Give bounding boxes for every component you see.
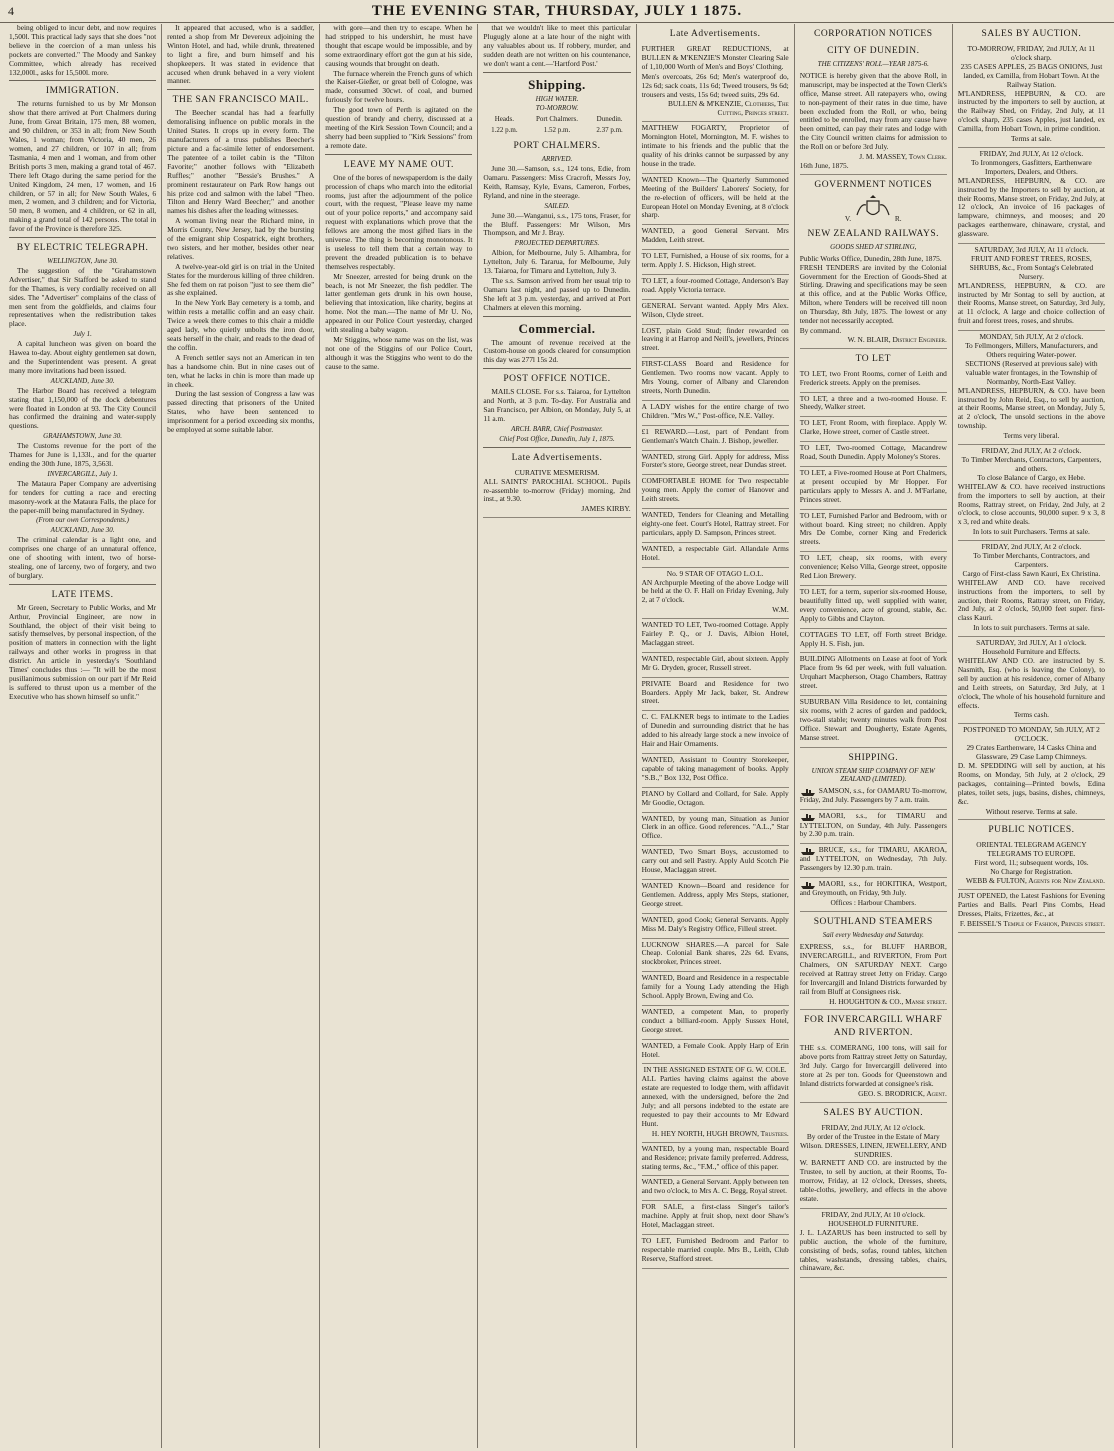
section-heading: Late Advertisements. [511, 452, 603, 463]
article-text: The Customs revenue for the port of the Thames for June is 1,133l., and for the quarter ending the 30th June, 1875, 3,563l. [9, 441, 157, 468]
ad-text: W. BARNETT AND CO. are instructed by the Trustee, to sell by auction, at their Rooms, To-morrow, Friday, at 12 o'clock, Dresses, sheets, table-cloths, jewellery, and effects in the above estate. [799, 1158, 947, 1204]
ad-by: By command. [799, 325, 842, 335]
advertisement [800, 696, 947, 748]
ad-subtitle: SECTIONS (Reserved at previous sale) with valuable water frontages, in the Township of Normanby, North-East Valley. [965, 358, 1098, 386]
article-text: The Mataura Paper Company are advertising for tenders for cutting a race and erecting masonry-work at the Mataura Falls, the place for the paper-mill being manufactured in Sydney. [9, 478, 157, 515]
section-heading: Commercial. [518, 320, 596, 336]
dateline: AUCKLAND, June 30. [50, 376, 115, 385]
ad-title: To Fellmongers, Millers, Manufacturers, and Others requiring Water-power. [965, 341, 1098, 359]
tide-head: Heads. [494, 115, 514, 124]
subheading: UNION STEAM SHIP COMPANY OF NEW ZEALAND (LIMITED). [811, 766, 935, 784]
article-text: The suggestion of the "Grahamstown Advertiser," that Sir Stafford be asked to stand for the Thames, is very cordially received on all sides. The "Advertiser" complains of the class of men sent from the goldfields, and claims four representatives when the redistribution takes place. [9, 265, 157, 329]
dateline: (From our own Correspondents.) [36, 516, 129, 525]
ad-text: ALL Parties having claims against the above estate are requested to lodge them, with affidavit annexed, with the undersigned, before the 2nd July; and all persons indebted to the estate are requested to pay their accounts to Mr Edward Hunt. [641, 1074, 789, 1128]
advertisement [642, 1235, 789, 1269]
ad-title: IN THE ASSIGNED ESTATE OF G. W. COLE. [643, 1065, 787, 1075]
section-heading: Late Advertisements. [669, 29, 761, 39]
ad-text: MATTHEW FOGARTY, Proprietor of Mornington Hotel, Mornington, M. F. wishes to intimate to his friends and the public that the quality of his drinks cannot be surpassed by any house in the trade. [641, 123, 789, 168]
advertisement [642, 653, 789, 678]
tide-value: 1.22 p.m. [491, 126, 518, 135]
ad-date: FRIDAY, 2nd JULY, At 12 o'clock. [979, 148, 1084, 158]
ad-terms: Terms at sale. [1011, 134, 1052, 144]
ad-text: WANTED, strong Girl. Apply for address, Miss Forster's store, George street, near Dundas street. [641, 451, 789, 470]
advertisement [800, 941, 947, 1010]
ad-title: By order of the Trustee in the Estate of Mary Wilson. DRESSES, LINEN, JEWELLERY, AND SUNDRIES. [799, 1131, 947, 1159]
dateline: AUCKLAND, June 30. [50, 526, 115, 535]
article-text: The Beecher scandal has had a fearfully demoralising influence on public morals in the United States. It crops up in every form. The manufacturers of a truss publishes Beecher's picture and a fac-simile letter of endorsement. The patentee of a toilet cabin is the "Tilton Favorite;" another follows with "Elizabeth Ruffles;" another "Bessie's Brushes." A prominent restaurateur on Park Row hangs out his prize cod and salmon with the label "Theo. Tilton and Henry Ward Beecher;" and another names his dishes after the leading witnesses. [167, 108, 315, 216]
ad-text: WANTED TO LET, Two-roomed Cottage. Apply Fairley P. Q., or J. Davis, Albion Hotel, Maclaggan street. [641, 620, 789, 647]
ad-text: ALL SAINTS' PAROCHIAL SCHOOL. Pupils re-assemble to-morrow (Friday) morning, 2nd inst., at 9.30. [483, 476, 631, 504]
ad-signature: F. BEISSEL'S Temple of Fashion, Princes street. [959, 918, 1105, 928]
advertisement [800, 368, 947, 393]
ad-text: WANTED, Board and Residence in a respectable family for a Young Lady attending the High School. Apply Brown, Ewing and Co. [641, 973, 789, 1001]
ad-text: M'LANDRESS, HEPBURN, & CO. are instructed by the importers to sell by auction, at the Railway Shed, on Friday, 2nd July, at 11 o'clock sharp, 235 cases Apples, just landed, ex Camilla, from Hobart Town, in prime condition. [957, 88, 1105, 134]
ad-signature: WEBB & FULTON, Agents for New Zealand. [965, 876, 1105, 886]
subheading: THE CITIZENS' ROLL—YEAR 1875-6. [817, 60, 929, 68]
ad-text: FRESH TENDERS are invited by the Colonial Government for the Erection of Goods-Shed at Stirling. Drawing and specifications may be seen at this office, and at the Public Works Office, Milton, where Tenders will be received till noon on Thursday, 8th July, 1875. The lowest or any tender not necessarily accepted. [799, 262, 947, 326]
ad-text: NOTICE is hereby given that the above Roll, in manuscript, may be inspected at the Town Clerk's office, Manse street. All ratepayers who, owing to non-payment of their rates in due time, have been excluded from the Roll, or who, being entitled to be enrolled, may from any cause have been omitted, can pay their rates and lodge with the City Council written claims for admission to the Roll on or before 3rd July. [799, 70, 947, 152]
dateline: INVERCARGILL, July 1. [47, 469, 118, 478]
ad-text: FIRST-CLASS Board and Residence for Gentlemen. Two rooms now vacant. Apply to Mrs Young, corner of Albany and Clarendon streets, North Dunedin. [641, 359, 789, 395]
ad-signature: JAMES KIRBY. [581, 504, 631, 514]
article-text: The good town of Perth is agitated on the question of brandy and cherry, discussed at a meeting of the Kirk Session Town Council; and a sherry had been supplied to "Kirk Sessions" from a remote date. [325, 105, 473, 150]
ad-text [800, 846, 947, 873]
article-text: The amount of revenue received at the Custom-house on goods cleared for consumption this day was 277l 15s 2d. [483, 337, 631, 365]
ad-text: WANTED, by a young man, respectable Board and Residence; private family preferred. Address, stating terms, &c., "F.M.," office of this paper. [641, 1143, 789, 1171]
advertisement [800, 629, 947, 654]
ad-date: FRIDAY, 2nd JULY, At 2 o'clock. [981, 542, 1082, 552]
advertisement [958, 445, 1105, 541]
ad-text: TO LET, two Front Rooms, corner of Leith and Frederick streets. Apply on the premises. [799, 368, 947, 387]
advertisement [642, 619, 789, 653]
coat-of-arms-icon [853, 195, 893, 221]
ad-text: WANTED, Tenders for Cleaning and Metalling eighty-one feet. Court's Hotel, Rattray street. For particulars, apply D. Sampson, Princes street. [641, 510, 789, 537]
section-heading: CORPORATION NOTICES [814, 29, 933, 39]
dateline: Chief Post Office, Dunedin, July 1, 1875. [499, 434, 615, 443]
ad-signature: J. M. MASSEY, Town Clerk. [859, 152, 947, 162]
ad-text: £1 REWARD.—Lost, part of Pendant from Gentleman's Watch Chain. J. Bishop, jeweller. [641, 426, 789, 445]
ship-text: BRUCE, s.s., for TIMARU, AKAROA, and LYTTELTON, on Wednesday, 7th July. Passengers by 12.30 p.m. train. [799, 845, 947, 873]
article-text: The Harbor Board has received a telegram stating that 1,150,000 of the dock debentures were floated in London at 93. The City Council has confirmed the draining and water-supply questions. [9, 385, 157, 431]
ad-text: WANTED, Two Smart Boys, accustomed to carry out and sell Pastry. Apply Auld Scotch Pie House, Maclaggan street. [641, 847, 789, 875]
dateline: July 1. [73, 330, 92, 339]
divider [325, 154, 472, 155]
ad-text: LOST, plain Gold Stud; finder rewarded on leaving it at Harrop and Neill's, jewellers, Princes street. [641, 325, 789, 353]
advertisement [958, 43, 1105, 148]
dateline: WELLINGTON, June 30. [47, 257, 118, 266]
advertisement [642, 568, 789, 620]
article-text: One of the bores of newspaperdom is the daily procession of chaps who march into the editorial rooms, just after the adjournment of the police court, with the request, "Please leave my name out of your police reports," and accompany said request with explanations which prove that the fellows are among the most gifted liars in the universe. The thing is becoming monotonous. It is useless to tell them that a certain way to prevent the dreaded publication is to behave themselves respectably. [325, 172, 473, 271]
advertisement [642, 275, 789, 300]
section-heading: PUBLIC NOTICES. [988, 825, 1075, 836]
article-text: June 30.—Wanganui, s.s., 175 tons, Fraser, for the Bluff. Passengers: Mr Wilson, Mrs Thompson, and Mr J. Bray. [483, 210, 631, 238]
advertisement [642, 972, 789, 1006]
ad-title: CURATIVE MESMERISM. [514, 467, 600, 477]
advertisement [800, 552, 947, 586]
ad-text: TO LET, Furnished Parlor and Bedroom, with or without board. King street; no children. Apply Mrs De Combe, corner King and Frederick streets. [799, 510, 947, 547]
ad-title: No. 9 STAR OF OTAGO L.O.L. [666, 568, 764, 578]
article-text: Mr Green, Secretary to Public Works, and Mr Arthur, Provincial Engineer, are now in Southland, the object of their visit being to satisfy themselves, by personal inspection, of the position of matters in connection with the light railways and other works in progress in that district. An article in yesterday's 'Southland Times' concludes thus :— "It will be the most pusillanimous submission on our part if Mr Reid is suffered to thrust upon us a member of the Executive who has shown himself so unfit." [9, 602, 157, 701]
article-text: The s.s. Samson arrived from her usual trip to Oamaru last night, and passed up to Dunedin. She left at 3 p.m. yesterday, and arrived at Port Chalmers at eleven this morning. [483, 275, 631, 312]
ad-title: To Ironmongers, Gasfitters, Earthenware Importers, Dealers, and Others. [971, 157, 1092, 176]
article-text: A twelve-year-old girl is on trial in the United States for the murderous killing of three children. She fed them on rat poison "just to see them die" as she explained. [167, 261, 315, 298]
ad-text: PIANO by Collard and Collard, for Sale. Apply Mr Goodie, Octagon. [641, 788, 789, 807]
advertisement [958, 541, 1105, 637]
section-heading: Shipping. [528, 76, 586, 92]
article-text: with gore—and then try to escape. When he had stripped to his undershirt, he must have thought that escape would be impossible, and by some extraordinary effort got the gun at his side, causing wounds that brought on death. [325, 24, 473, 68]
divider [483, 368, 630, 369]
subheading: CITY OF DUNEDIN. [827, 46, 920, 56]
advertisement [642, 509, 789, 543]
crest-letter: V. [844, 213, 852, 223]
ad-text: M'LANDRESS, HEPBURN, & CO. are instructed by the Importers to sell by auction, at their Rooms, Manse street, on Friday, 2nd July, at 12 o'clock, An invoice of 16 packages of lampware, chimneys, and mooses; and 20 packages earthenware, chinaware, crystal, and glassware. [957, 175, 1105, 239]
ad-text: COMFORTABLE HOME for Two respectable young men. Apply the corner of Hanover and Leith streets. [641, 476, 789, 504]
section-heading: POST OFFICE NOTICE. [503, 374, 611, 385]
subheading: HIGH WATER. [535, 94, 579, 103]
ad-date: MONDAY, 5th JULY, At 2 o'clock. [979, 332, 1084, 342]
advertisement [958, 890, 1105, 933]
ad-text: First word, 1l.; subsequent words, 10s. [974, 858, 1089, 868]
ad-signature: W. N. BLAIR, District Engineer. [847, 334, 947, 344]
advertisement [800, 442, 947, 467]
ad-text: M'LANDRESS, HEPBURN, & CO. are instructed by Mr Sontag to sell by auction, at their Rooms, Manse street, on Saturday, 3rd July, at 11 o'clock, A large and choice collection of fruit and forest trees, roses, and shrubs. [957, 280, 1105, 326]
advertisement [642, 122, 789, 174]
advertisement [800, 253, 947, 349]
advertisement [642, 401, 789, 426]
ad-text: WANTED, a Female Cook. Apply Harp of Erin Hotel. [641, 1040, 789, 1059]
ad-text: AN Archpurple Meeting of the above Lodge will be held at the O. F. Hall on Friday Evening, July 2, at 7 o'clock. [641, 577, 789, 605]
advertisement [800, 70, 947, 175]
divider [9, 80, 156, 81]
ad-text: WANTED, good Cook; General Servants. Apply Miss M. Daly's Registry Office, Filleul street. [641, 914, 789, 933]
advertisement [642, 880, 789, 914]
ad-text: TO LET, a four-roomed Cottage, Anderson's Bay road. Apply Victoria terrace. [641, 275, 789, 294]
ad-date: 16th June, 1875. [799, 160, 849, 170]
advertisement [800, 653, 947, 696]
ad-subtitle: No Charge for Registration. [990, 867, 1073, 877]
advertisement [958, 331, 1105, 445]
masthead-title: THE EVENING STAR, THURSDAY, JULY 1 1875. [371, 2, 743, 19]
advertisement [642, 1064, 789, 1142]
section-heading: TO LET [855, 353, 891, 364]
ad-text: WHITELAW AND CO. have received instructions from the importers, to sell by auction, their Rooms, Rattray street, on Friday, 2nd July, at 2 o'clock, 50,000 feet super. first-class Kauri. [957, 577, 1105, 623]
ship-text: MAORI, s.s., for TIMARU and LYTTELTON, on Sunday, 4th July. Passengers by 2.30 p.m. train. [799, 811, 947, 839]
ad-text: WANTED, by young man, Situation as Junior Clerk in an office. Good references. "A.L.," Star Office. [641, 813, 789, 841]
advertisement [642, 325, 789, 359]
column-1 [4, 24, 161, 1448]
divider [9, 584, 156, 585]
advertisement [958, 724, 1105, 820]
advertisement [800, 810, 947, 844]
advertisement [642, 813, 789, 847]
signature: ARCH. BARR, Chief Postmaster. [511, 424, 603, 433]
ad-text: JUST OPENED, the Latest Fashions for Evening Parties and Balls. Pearl Pins Combs, Head Dresses, Plaits, Frizettes, &c., at [957, 890, 1105, 918]
ad-text: THE s.s. COMERANG, 100 tons, will sail for above ports from Rattray street Jetty on Saturday, 3rd July. Cargo for Invercargill delivered into store at 2s per ton. Goods for Queenstown and Inland districts forwarded at consignee's risk. [799, 1043, 947, 1089]
advertisement [642, 1040, 789, 1065]
ship-text: MAORI, s.s., for HOKITIKA, Westport, and Greymouth, on Friday, 9th July. [799, 879, 947, 898]
advertisement [642, 788, 789, 813]
ad-text: C. C. FALKNER begs to intimate to the Ladies of Dunedin and surrounding district that he has added to his already large stock a new invoice of Hair and Hair Ornaments. [641, 712, 789, 749]
advertisement [642, 300, 789, 325]
ad-text: SUBURBAN Villa Residence to let, containing six rooms, with 2 acres of garden and paddock, two-stall stable; twenty minutes walk from Post Office. Stewart and Dougherty, Estate Agents, Manse street. [799, 697, 947, 742]
article-text: The criminal calendar is a light one, and comprises one charge of an unnatural offence, one of shooting with intent, two of horse-stealing, one of larceny, two of forgery, and two of burglary. [9, 535, 157, 580]
section-heading: SHIPPING. [848, 752, 899, 763]
article-text: During the last session of Congress a law was passed directing that prisoners of the United States, who have been sentenced to imprisonment for a period exceeding six months, be employed at some suitable labor. [167, 389, 315, 435]
article-text: that we wouldn't like to meet this particular Plugugly alone at a late hour of the night with any valuables about us. If robbery, murder, and sudden death are not written on his countenance, we don't want a cent.—'Hartford Post.' [483, 24, 631, 68]
ad-date: FRIDAY, 2nd JULY, At 2 o'clock. [981, 446, 1082, 456]
ad-signature: BULLEN & M'KENZIE, Clothiers, The Cutting, Princes street. [667, 99, 789, 118]
ad-text: Men's overcoats, 26s 6d; Men's waterproof do, 12s 6d; sack coats, 11s 6d; Tweed trousers, 9s 6d; trousers and vests, 15s 6d; tweed suits, 29s 6d. [641, 71, 789, 99]
ad-terms: Terms very liberal. [1003, 431, 1060, 441]
article-text: Albion, for Melbourne, July 5. Alhambra, for Lyttelton, July 6. Tararua, for Melbourne, July 13. Taiaroa, for Timaru and Lyttelton, July 3. [483, 248, 631, 276]
advertisement [642, 426, 789, 451]
ad-text: WANTED, a General Servant. Apply between ten and two o'clock, to Mrs A. C. Begg, Royal street. [641, 1177, 789, 1196]
advertisement [642, 678, 789, 712]
ad-text: J. L. LAZARUS has been instructed to sell by public auction, the whole of the furniture, consisting of beds, sofas, round tables, kitchen tables, washstands, dressing tables, chairs, chinaware, &c. [799, 1227, 947, 1273]
ad-footer: Offices : Harbour Chambers. [830, 898, 917, 908]
section-heading: IMMIGRATION. [45, 86, 120, 97]
tide-value: 2.37 p.m. [596, 126, 623, 135]
ad-text: GENERAL Servant wanted. Apply Mrs Alex. Wilson, Clyde street. [641, 300, 789, 319]
section-heading: BY ELECTRIC TELEGRAPH. [16, 243, 149, 254]
ad-signature: W.M. [772, 605, 789, 615]
article-text: MAILS CLOSE. For s.s. Taiaroa, for Lyttelton and North, at 3 p.m. To-day. For Australia and San Francisco, per Albion, on Monday, July 5, at 11 a.m. [483, 387, 631, 423]
ad-text: FOR SALE, a first-class Singer's tailor's machine. Apply at fruit shop, next door Shaw's Hotel, Maclaggan street. [641, 1202, 789, 1230]
ad-title: To Timber Merchants, Contractors, and Carpenters. [973, 551, 1090, 569]
ad-text: PRIVATE Board and Residence for two Boarders. Apply Mr Jack, baker, St. Andrew street. [641, 678, 789, 706]
advertisement [800, 467, 947, 510]
crest-letter: R. [894, 213, 902, 223]
article-text: A capital luncheon was given on board the Hawea to-day. About eighty gentlemen sat down, and the Superintendent was present. A great many more invitations had been issued. [9, 339, 157, 375]
advertisement [642, 451, 789, 476]
advertisement [642, 939, 789, 973]
advertisement [958, 244, 1105, 331]
advertisement [642, 846, 789, 880]
advertisement [483, 467, 630, 519]
divider [483, 447, 630, 448]
ad-text [800, 787, 947, 805]
subheading: PORT CHALMERS. [513, 141, 601, 152]
advertisement [642, 225, 789, 250]
ad-title: 235 CASES APPLES, 25 BAGS ONIONS, Just landed, ex Camilla, from Hobart Town. At the Railway Station. [960, 61, 1103, 89]
advertisement [642, 1143, 789, 1177]
ad-text: WANTED, a respectable Girl. Allandale Arms Hotel. [641, 543, 789, 562]
divider [167, 89, 314, 90]
subheading: FOR INVERCARGILL WHARF AND RIVERTON. [804, 1015, 943, 1039]
article-text: In the New York Bay cemetery is a tomb, and within rests a metallic coffin and an easy chair. Twice a week there comes to this chair a middle aged lady, who quietly unbolts the iron door, seats herself in the chair, and reads to the dead of the coffin. [167, 298, 315, 352]
article-text: The returns furnished to us by Mr Monson show that there arrived at Port Chalmers during June, from Great Britain, 175 men, 88 women, and 90 children, or 353 in all; from New South Wales, 1 woman; from Victoria, 40 men, 26 women, and 27 children, or 107 in all; from Tasmania, 4 men and 1 woman, and from other British ports 3 men, making a grand total of 467. There left Otago during the same period for the United Kingdom, 24 men, 17 women, and 16 children, or 57 in all; for New South Wales, 6 men, 2 women, and 3 children; and for Victoria, 50 men, 8 women, and 4 children, or 62 in all, making a grand total of 142 persons. The total in favor of the Province is therefore 325. [9, 99, 157, 234]
ad-text: TO LET, a Five-roomed House at Port Chalmers, at present occupied by Mr Hopper. For particulars apply to Messrs A. and J. M'Farlane, Princes street. [799, 468, 947, 504]
advertisement [800, 878, 947, 912]
article-text: The furnace wherein the French guns of which the Kaiser-Gießer, or great bell of Cologne, was made, consumed 30cwt. of coal, and burned furiously for twelve hours. [325, 68, 473, 105]
section-heading: LATE ITEMS. [51, 589, 114, 600]
dateline: GRAHAMSTOWN, June 30. [43, 432, 122, 441]
section-heading: LEAVE MY NAME OUT. [343, 159, 454, 170]
column-4 [477, 24, 635, 1448]
ad-text: WANTED, a competent Man, to properly conduct a billiard-room. Apply Sussex Hotel, George street. [641, 1006, 789, 1034]
ad-text: TO LET, Furnished, a House of six rooms, for a term. Apply J. S. Hickson, High street. [641, 251, 789, 270]
ad-terms: Terms cash. [1013, 710, 1050, 720]
advertisement [958, 839, 1105, 890]
ad-title: 29 Crates Earthenware, 14 Casks China and Glassware, 29 Case Lamp Chimneys. [966, 743, 1097, 762]
subheading: SOUTHLAND STEAMERS [813, 917, 933, 928]
section-heading: SALES BY AUCTION. [823, 1107, 924, 1118]
column-3 [319, 24, 477, 1448]
subheading: PROJECTED DEPARTURES. [514, 239, 600, 248]
advertisement [800, 510, 947, 553]
advertisement [642, 475, 789, 509]
advertisement [800, 417, 947, 442]
ad-subtitle: To close Balance of Cargo, ex Hebe. [977, 472, 1086, 482]
advertisement [642, 43, 789, 122]
advertisement [958, 637, 1105, 724]
subheading: ARRIVED. [541, 155, 573, 164]
ad-text: WHITELAW & CO. have received instructions from the importers to sell by auction, at their Rooms, Rattray street, on Friday, 2nd July, at 2 o'clock, to close accounts, 90,000 super. 9 x 3, 8 x 3, red and white deals. [957, 481, 1105, 527]
advertisement [642, 543, 789, 568]
divider [483, 72, 630, 73]
ad-date: POSTPONED TO MONDAY, 5th JULY, AT 2 O'CLOCK. [963, 725, 1100, 744]
ad-text: COTTAGES TO LET, off Forth street Bridge. Apply H. S. Fish, jun. [799, 629, 947, 648]
advertisement [642, 1201, 789, 1235]
ad-title: Household Furniture and Effects. [982, 647, 1081, 657]
ad-signature: GEO. S. BRODRICK, Agent. [858, 1088, 947, 1098]
advertisement [642, 914, 789, 939]
column-7 [952, 24, 1110, 1448]
ad-title: To Timber Merchants, Contractors, Carpenters, and others. [961, 454, 1102, 473]
ad-text: LUCKNOW SHARES.—A parcel for Sale Cheap. Colonial Bank shares, 22s 6d. Evans, stockbroker, Princes street. [641, 939, 789, 967]
subheading: SAILED. [544, 201, 570, 210]
ad-title: ORIENTAL TELEGRAM AGENCY TELEGRAMS TO EUROPE. [976, 840, 1087, 859]
article-text: Mr Sneezer, arrested for being drunk on the beach, is not Mr Sneezer, the fish peddler. The latter gentleman gets drunk in his own house, believing that intoxication, like charity, begins at home. Not the man.—The name of Mr U. No, appeared in our Police Court yesterday, charged with stealing a baby wagon. [325, 271, 473, 335]
tide-head: Dunedin. [596, 115, 623, 124]
article-text: A woman living near the Richard mine, in Morris County, New Jersey, had by the bursting of the emigrant ship Cospatrick, eight brothers, two sisters, and her mother, besides other near relatives. [167, 216, 315, 261]
tide-table [483, 114, 630, 136]
ad-text: WANTED, a good General Servant. Mrs Madden, Leith street. [641, 226, 789, 245]
ad-text: WHITELAW AND CO. are instructed by S. Nasmith, Esq. (who is leaving the Colony), to sell by auction at his residence, corner of Albany and Leith streets, on Saturday, 3rd July, at 1 o'clock, The whole of his household furniture and effects. [957, 656, 1105, 710]
advertisement [958, 148, 1105, 244]
ad-date: FRIDAY, 2nd JULY, At 10 o'clock. [821, 1210, 926, 1219]
section-heading: SALES BY AUCTION. [981, 29, 1082, 39]
ad-text: TO LET, Two-roomed Cottage, Macandrew Road, South Dunedin. Apply Moloney's Stores. [799, 443, 947, 462]
advertisement [800, 1209, 947, 1278]
ad-text: TO LET, Furnished Bedroom and Parlor to respectable married couple. Mrs B., Leith, Club Reserve, Stafford street. [641, 1235, 789, 1263]
advertisement [642, 711, 789, 754]
royal-crest-icon [800, 195, 947, 224]
advertisement [800, 1042, 947, 1102]
ad-text: M'LANDRESS, HEPBURN, & CO. have been instructed by John Reid, Esq., to sell by auction, at their Rooms, Manse street, on Monday, July 5, at 2 o'clock, The unsold sections in the above township. [957, 385, 1105, 431]
ad-date: SATURDAY, 3rd JULY, At 11 o'clock. [974, 245, 1089, 255]
subheading: TO-MORROW. [535, 104, 579, 113]
ad-text [800, 880, 947, 898]
ad-text: TO LET, a three and a two-roomed House. F. Sheedy, Walker street. [799, 393, 947, 412]
ad-text: BUILDING Allotments on Lease at foot of York Place from 9s 6d per week, with full valuation. Urquhart Macpherson, Otago Chambers, Rattray street. [799, 654, 947, 691]
article-text: Mr Stiggins, whose name was on the list, was not one of the Stiggins of our Police Court, although it was the Stiggins who went to do the cause to the same. [325, 335, 473, 371]
ad-text: TO LET, for a term, superior six-roomed House, beautifully fitted up, well supplied with water, every convenience, acre of ground, stable, &c. Apply to Gibbs and Clayton. [799, 586, 947, 623]
ad-text: WANTED Known—Board and residence for Gentlemen. Address, apply Mrs Steps, stationer, George street. [641, 880, 789, 908]
ad-text: WANTED, Assistant to Country Storekeeper, capable of taking management of books. Apply "S.B.," Box 132, Post Office. [641, 755, 789, 782]
tide-head: Port Chalmers. [535, 115, 578, 124]
masthead [0, 0, 1114, 23]
ad-date: FRIDAY, 2nd JULY, At 12 o'clock. [821, 1122, 926, 1132]
article-text: June 30.—Samson, s.s., 124 tons, Edie, from Oamaru. Passengers: Miss Cracroft, Messrs Joy, Keith, Ramsay, Kyle, Evans, Cameron, Forbes, Ryland, and nine in the steerage. [483, 164, 631, 200]
ad-text [800, 812, 947, 839]
ad-text: WANTED Known—The Quarterly Summoned Meeting of the Builders' Laborers' Society, for the re-election of officers, will be held at the European Hotel on Monday Evening, at 8 o'clock sharp. [641, 174, 789, 220]
subheading: NEW ZEALAND RAILWAYS. [807, 228, 939, 239]
article-text: being obliged to incur debt, and now requires 1,500l. This practical lady says that she does "not believe in the coercion of a man unless his pockets are converted." The Moody and Sankey Committee, which already has received 132,000l., asks for 15,500l. more. [9, 24, 157, 77]
advertisement [800, 586, 947, 629]
section-heading: GOVERNMENT NOTICES [814, 179, 933, 190]
advertisement [642, 754, 789, 788]
column-6 [794, 24, 952, 1448]
column-2 [161, 24, 319, 1448]
ad-subtitle: Cargo of First-class Sawn Kauri, Ex Christina. [962, 568, 1101, 578]
page-number: 4 [8, 3, 15, 18]
tide-value: 1.52 p.m. [543, 126, 571, 135]
ad-terms: Without reserve. Terms at sale. [985, 806, 1078, 816]
ad-terms: In lots to suit purchasers. Terms at sale. [973, 623, 1090, 633]
ad-text: TO LET, cheap, six rooms, with every convenience; Kelso Villa, George street, opposite Red Lion Brewery. [799, 553, 947, 581]
subheading: GOODS SHED AT STIRLING, [830, 242, 917, 251]
subheading: Sail every Wednesday and Saturday. [822, 931, 924, 940]
ad-terms: In lots to suit Purchasers. Terms at sale. [972, 527, 1090, 537]
ad-text: FURTHER GREAT REDUCTIONS, at BULLEN & M'KENZIE'S Monster Clearing Sale of 1,10,000 Worth of Men's and Boys' Clothing. [641, 44, 789, 71]
divider [9, 237, 156, 238]
column-5 [636, 24, 794, 1448]
ship-text: SAMSON, s.s., for OAMARU To-morrow, Friday, 2nd July. Passengers by 7 a.m. train. [799, 786, 947, 805]
advertisement [800, 785, 947, 810]
ad-text: A LADY wishes for the entire charge of two Children. "Mrs W.," Post-office, N.E. Valley. [641, 401, 789, 420]
columns [4, 24, 1110, 1448]
article-text: A French settler says not an American in ten has a handsome chin. But in nine cases out of ten, what he lacks in chin is more than made up in cheek. [167, 352, 315, 389]
advertisement [642, 174, 789, 226]
ad-text: TO LET, Front Room, with fireplace. Apply W. Clarke, Howe street, corner of Castle street. [799, 418, 947, 437]
ad-signature: H. HEY NORTH, HUGH BROWN, Trustees. [651, 1128, 789, 1138]
advertisement [642, 1176, 789, 1201]
ad-signature: H. HOUGHTON & CO., Manse street. [829, 996, 947, 1006]
ad-text: EXPRESS, s.s., for BLUFF HARBOR, INVERCARGILL, and RIVERTON, From Port Chalmers, ON SATURDAY NEXT. Cargo received at Rattray street Jetty on Friday. Cargo for Invercargill and Inland Districts forwarded by rail from Bluff at Consignees risk. [799, 942, 947, 996]
ad-date: Public Works Office, Dunedin, 28th June, 1875. [799, 253, 942, 263]
advertisement [800, 844, 947, 878]
advertisement [800, 1122, 947, 1209]
ad-title: HOUSEHOLD FURNITURE. [828, 1218, 919, 1228]
advertisement [642, 250, 789, 275]
section-heading: THE SAN FRANCISCO MAIL. [172, 95, 309, 106]
advertisement [642, 358, 789, 401]
article-text: It appeared that accused, who is a saddler, rented a shop from Mr Devereux adjoining the Winton Hotel, and had, while drunk, threatened to light a fire, and burn himself and his shopkeepers. It was stated in evidence that accused when drunk behaved in a very violent manner. [167, 24, 315, 86]
ad-title: FRUIT AND FOREST TREES, ROSES, SHRUBS, &c., From Sontag's Celebrated Nursery. [969, 253, 1094, 281]
ad-date: SATURDAY, 3rd JULY, At 1 o'clock. [976, 638, 1087, 648]
divider [483, 316, 630, 317]
advertisement [642, 1006, 789, 1040]
ad-date: TO-MORROW, FRIDAY, 2nd JULY, At 11 o'clock sharp. [967, 44, 1096, 62]
ad-text: WANTED, respectable Girl, about sixteen. Apply Mr G. Dryden, grocer, Russell street. [641, 653, 789, 672]
ad-text: D. M. SPEDDING will sell by auction, at his Rooms, on Monday, 5th July, at 2 o'clock, 29 packages, containing—Printed bowls, Edina plates, toilet sets, jugs, basins, dishes, chimneys, &c. [957, 760, 1105, 806]
advertisement [800, 393, 947, 418]
